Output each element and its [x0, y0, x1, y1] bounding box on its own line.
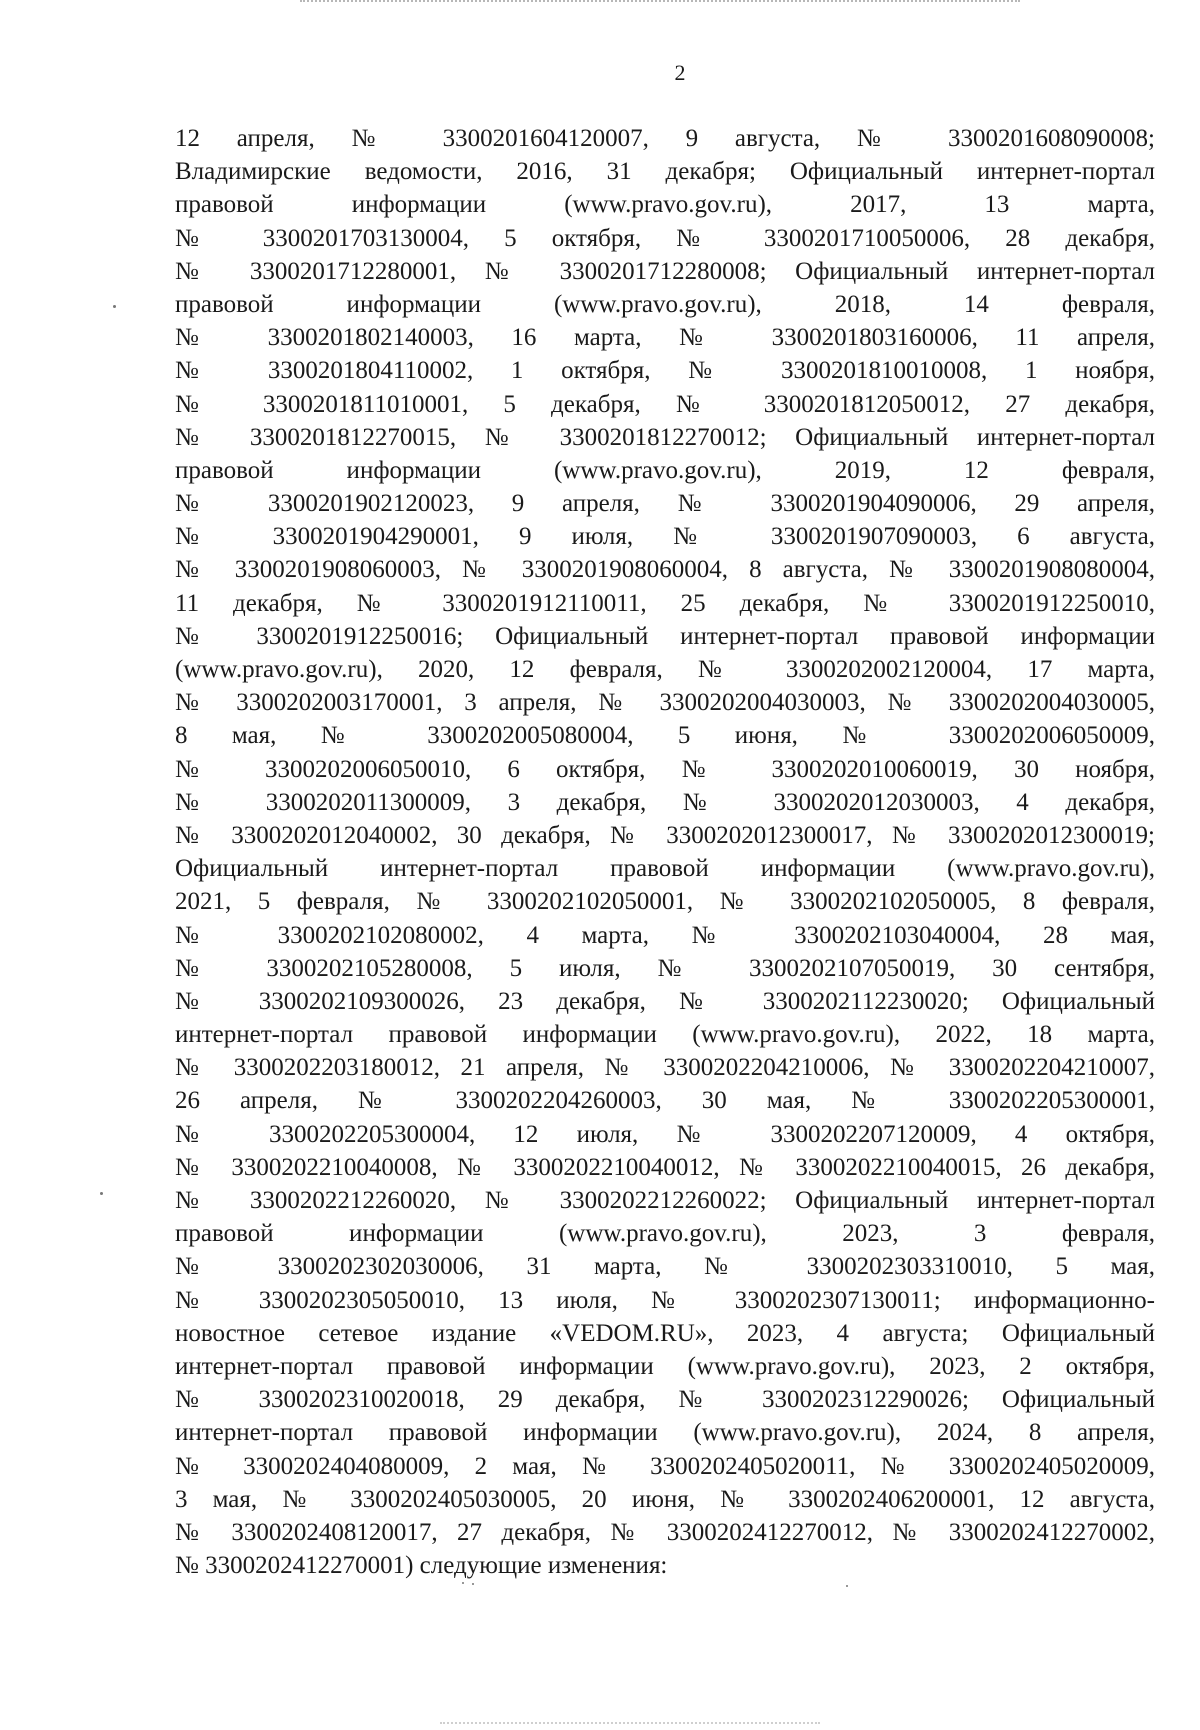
scan-bottom-edge: [440, 1722, 820, 1726]
body-line: правовой информации (www.pravo.gov.ru), 2023, 3 февраля,: [175, 1220, 1155, 1248]
scan-speck: [846, 1585, 848, 1587]
body-line: 11 декабря, № 3300201912110011, 25 декабря, № 3300201912250010,: [175, 589, 1155, 617]
body-line: № 3300201804110002, 1 октября, № 3300201810010008, 1 ноября,: [175, 357, 1155, 385]
body-line: интернет-портал правовой информации (www.pravo.gov.ru), 2022, 18 марта,: [175, 1021, 1155, 1049]
body-line: Официальный интернет-портал правовой информации (www.pravo.gov.ru),: [175, 855, 1155, 883]
scan-speck: [462, 1582, 464, 1584]
body-line: Владимирские ведомости, 2016, 31 декабря; Официальный интернет-портал: [175, 158, 1155, 186]
body-line-final: № 3300202412270001) следующие изменения:: [175, 1552, 668, 1580]
body-line: № 3300202203180012, 21 апреля, № 3300202204210006, № 3300202204210007,: [175, 1054, 1155, 1082]
body-line: интернет-портал правовой информации (www.pravo.gov.ru), 2023, 2 октября,: [175, 1352, 1155, 1380]
body-line: № 3300202102080002, 4 марта, № 3300202103040004, 28 мая,: [175, 921, 1155, 949]
body-line: № 3300202310020018, 29 декабря, № 3300202312290026; Официальный: [175, 1386, 1155, 1414]
body-line: № 3300201908060003, № 3300201908060004, 8 августа, № 3300201908080004,: [175, 556, 1155, 584]
body-line: № 3300201712280001, № 3300201712280008; Официальный интернет-портал: [175, 257, 1155, 285]
body-line: № 3300201912250016; Официальный интернет-портал правовой информации: [175, 622, 1155, 650]
body-line: (www.pravo.gov.ru), 2020, 12 февраля, № 3300202002120004, 17 марта,: [175, 656, 1155, 683]
body-line: № 3300202404080009, 2 мая, № 3300202405020011, № 3300202405020009,: [175, 1452, 1155, 1480]
body-line: правовой информации (www.pravo.gov.ru), 2017, 13 марта,: [175, 191, 1155, 219]
document-body: [175, 122, 1155, 1582]
scan-speck: [472, 1583, 474, 1585]
body-line: 26 апреля, № 3300202204260003, 30 мая, № 3300202205300001,: [175, 1087, 1155, 1115]
body-line: 3 мая, № 3300202405030005, 20 июня, № 3300202406200001, 12 августа,: [175, 1485, 1155, 1513]
body-line: новостное сетевое издание «VEDOM.RU», 2023, 4 августа; Официальный: [175, 1319, 1155, 1347]
body-line: № 3300201904290001, 9 июля, № 3300201907090003, 6 августа,: [175, 523, 1155, 551]
body-line: № 3300201703130004, 5 октября, № 3300201710050006, 28 декабря,: [175, 224, 1155, 252]
body-line: правовой информации (www.pravo.gov.ru), 2018, 14 февраля,: [175, 290, 1155, 318]
body-line: № 3300202012040002, 30 декабря, № 3300202012300017, № 3300202012300019;: [175, 821, 1155, 849]
body-line: № 3300202006050010, 6 октября, № 3300202010060019, 30 ноября,: [175, 755, 1155, 783]
body-line: 2021, 5 февраля, № 3300202102050001, № 3300202102050005, 8 февраля,: [175, 888, 1155, 916]
body-line: № 3300201811010001, 5 декабря, № 3300201812050012, 27 декабря,: [175, 390, 1155, 418]
body-line: № 3300202302030006, 31 марта, № 3300202303310010, 5 мая,: [175, 1253, 1155, 1281]
body-line: № 3300201902120023, 9 апреля, № 3300201904090006, 29 апреля,: [175, 490, 1155, 518]
body-line: № 3300202011300009, 3 декабря, № 3300202012030003, 4 декабря,: [175, 788, 1155, 816]
body-line: № 3300201812270015, № 3300201812270012; Официальный интернет-портал: [175, 423, 1155, 451]
body-line: № 3300202105280008, 5 июля, № 3300202107050019, 30 сентября,: [175, 954, 1155, 982]
body-line: № 3300202210040008, № 3300202210040012, № 3300202210040015, 26 декабря,: [175, 1153, 1155, 1181]
body-line: правовой информации (www.pravo.gov.ru), 2019, 12 февраля,: [175, 456, 1155, 484]
body-line: интернет-портал правовой информации (www.pravo.gov.ru), 2024, 8 апреля,: [175, 1419, 1155, 1447]
body-line: 8 мая, № 3300202005080004, 5 июня, № 3300202006050009,: [175, 722, 1155, 750]
body-line: № 3300202408120017, 27 декабря, № 3300202412270012, № 3300202412270002,: [175, 1518, 1155, 1546]
scan-speck: [113, 305, 116, 308]
body-line: № 3300201802140003, 16 марта, № 3300201803160006, 11 апреля,: [175, 324, 1155, 352]
scan-speck: [100, 1192, 103, 1195]
body-line: № 3300202212260020, № 3300202212260022; Официальный интернет-портал: [175, 1187, 1155, 1214]
body-line: № 3300202109300026, 23 декабря, № 3300202112230020; Официальный: [175, 987, 1155, 1015]
body-line: № 3300202205300004, 12 июля, № 3300202207120009, 4 октября,: [175, 1120, 1155, 1148]
page-number: 2: [674, 60, 686, 85]
body-line: № 3300202305050010, 13 июля, № 3300202307130011; информационно-: [175, 1286, 1155, 1314]
body-line: 12 апреля, № 3300201604120007, 9 августа, № 3300201608090008;: [175, 125, 1155, 152]
scan-top-edge: [300, 0, 1020, 5]
body-line: № 3300202003170001, 3 апреля, № 3300202004030003, № 3300202004030005,: [175, 689, 1155, 717]
